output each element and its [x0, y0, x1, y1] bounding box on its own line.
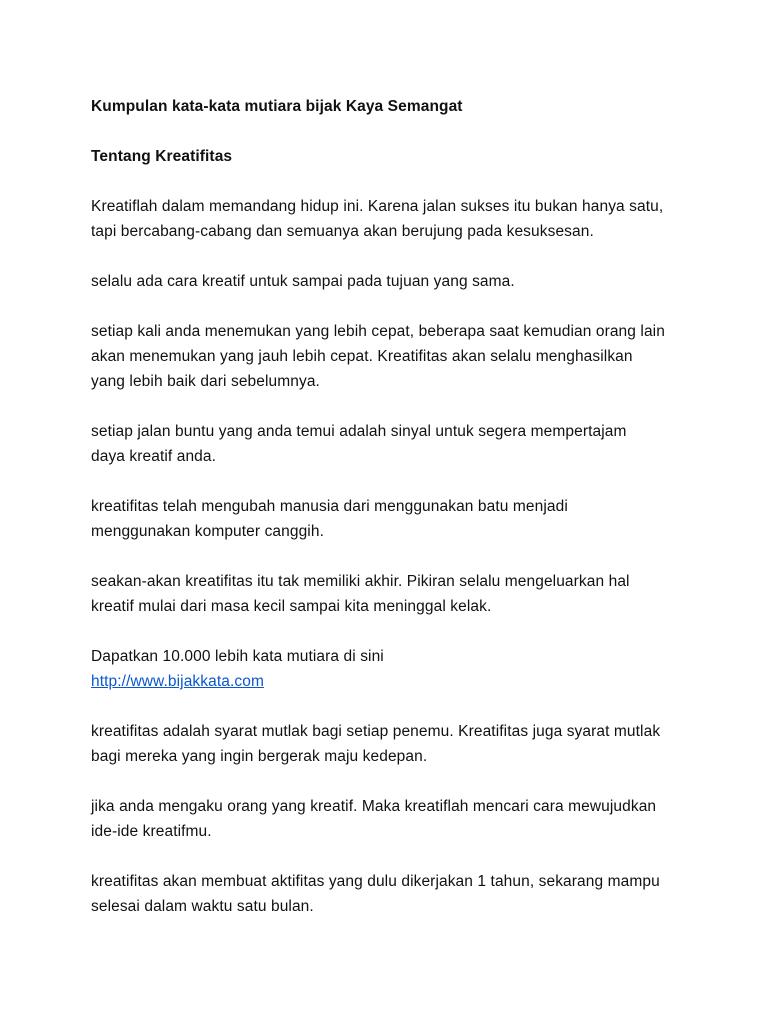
paragraph: [91, 869, 691, 919]
promo-link-line: [91, 669, 691, 694]
paragraph-line: setiap jalan buntu yang anda temui adalah sinyal untuk segera mempertajam: [91, 423, 627, 440]
paragraph-line: seakan-akan kreatifitas itu tak memiliki akhir. Pikiran selalu mengeluarkan hal: [91, 573, 630, 590]
paragraph-line: kreatifitas adalah syarat mutlak bagi setiap penemu. Kreatifitas juga syarat mutlak: [91, 723, 661, 740]
paragraph-line: jika anda mengaku orang yang kreatif. Maka kreatiflah mencari cara mewujudkan: [91, 798, 657, 815]
paragraph-line: daya kreatif anda.: [91, 448, 217, 465]
paragraph-line: yang lebih baik dari sebelumnya.: [91, 373, 320, 390]
paragraph-line: kreatifitas akan membuat aktifitas yang dulu dikerjakan 1 tahun, sekarang mampu: [91, 873, 660, 890]
paragraph-line: tapi bercabang-cabang dan semuanya akan berujung pada kesuksesan.: [91, 223, 594, 240]
paragraph-line: selalu ada cara kreatif untuk sampai pada tujuan yang sama.: [91, 273, 515, 290]
paragraph: [91, 269, 691, 294]
paragraph-line: bagi mereka yang ingin bergerak maju kedepan.: [91, 748, 428, 765]
promo-link[interactable]: http://www.bijakkata.com: [91, 673, 264, 690]
paragraph-line: ide-ide kreatifmu.: [91, 823, 212, 840]
paragraphs-before: [91, 194, 691, 619]
paragraph: [91, 794, 691, 844]
promo-text: Dapatkan 10.000 lebih kata mutiara di sini: [91, 648, 384, 665]
paragraph: [91, 719, 691, 769]
paragraph-line: menggunakan komputer canggih.: [91, 523, 324, 540]
paragraphs-after: [91, 719, 691, 919]
paragraph-line: kreatifitas telah mengubah manusia dari menggunakan batu menjadi: [91, 498, 568, 515]
paragraph: [91, 569, 691, 619]
paragraph-line: Kreatiflah dalam memandang hidup ini. Karena jalan sukses itu bukan hanya satu,: [91, 198, 664, 215]
paragraph: [91, 194, 691, 244]
section-heading: Tentang Kreatifitas: [91, 148, 233, 165]
document-body: [91, 94, 691, 919]
paragraph: [91, 419, 691, 469]
paragraph-line: kreatif mulai dari masa kecil sampai kita meninggal kelak.: [91, 598, 492, 615]
paragraph: [91, 319, 691, 394]
paragraph-line: selesai dalam waktu satu bulan.: [91, 898, 314, 915]
paragraph-line: akan menemukan yang jauh lebih cepat. Kreatifitas akan selalu menghasilkan: [91, 348, 633, 365]
paragraph: [91, 494, 691, 544]
paragraph-line: setiap kali anda menemukan yang lebih cepat, beberapa saat kemudian orang lain: [91, 323, 665, 340]
document-title: Kumpulan kata-kata mutiara bijak Kaya Semangat: [91, 98, 463, 115]
